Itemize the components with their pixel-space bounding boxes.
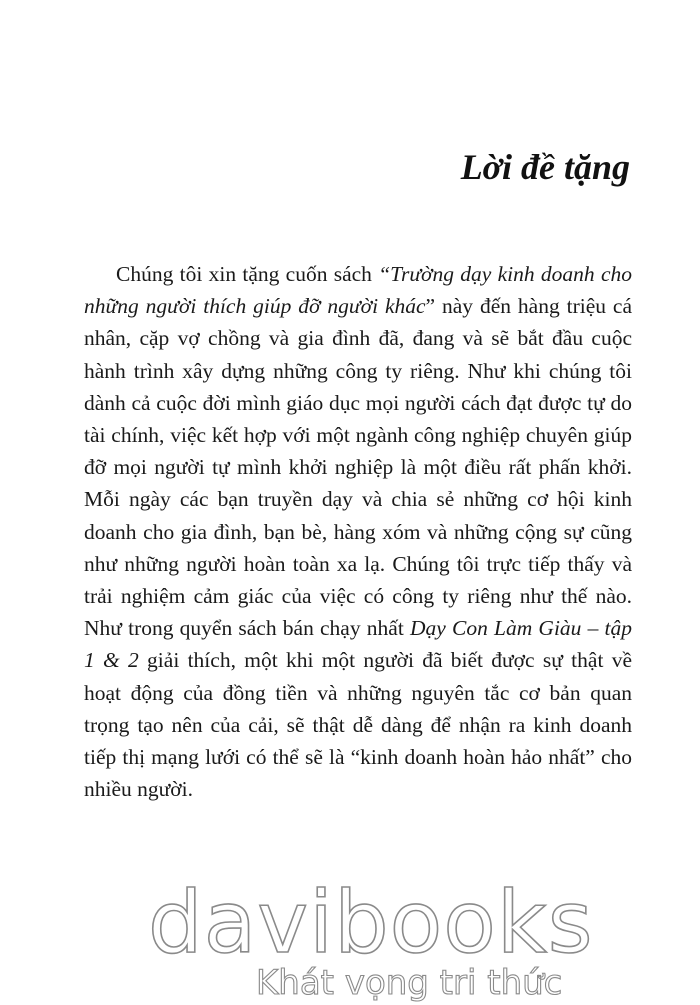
book-title: “Trường dạy kinh doanh cho những người thích giúp đỡ người khác bbox=[84, 262, 632, 319]
watermark-brand: davibooks bbox=[148, 873, 594, 973]
publisher-watermark bbox=[0, 873, 700, 1005]
referenced-book-title: Dạy Con Làm Giàu – tập 1 & 2 bbox=[84, 616, 633, 673]
paragraph-text-2: ” này đến hàng triệu cá nhân, cặp vợ chồng và gia đình đã, đang và sẽ bắt đầu cuộc hành trình xây dựng những công ty riêng. Như khi chúng tôi dành cả cuộc đời mình giáo dục mọi người cách đạt được tự do tài chính, việc kết hợp với một ngành công nghiệp chuyên giúp đỡ mọi người tự mình khởi nghiệp là một điều rất phấn khởi. Mỗi ngày các bạn truyền dạy và chia sẻ những cơ hội kinh doanh cho gia đình, bạn bè, hàng xóm và những cộng sự cũng như những người hoàn toàn xa lạ. Chúng tôi trực tiếp thấy và trải nghiệm cảm giác của việc có công ty riêng như thế nào. Như trong quyển sách bán chạy nhất bbox=[84, 294, 632, 641]
dedication-paragraph bbox=[84, 258, 632, 805]
paragraph-text-1: Chúng tôi xin tặng cuốn sách bbox=[116, 262, 379, 286]
dedication-heading: Lời đề tặng bbox=[460, 147, 630, 187]
watermark-tagline: Khát vọng tri thức bbox=[256, 963, 563, 1003]
paragraph-text-3: giải thích, một khi một người đã biết được sự thật về hoạt động của đồng tiền và những nguyên tắc cơ bản quan trọng tạo nên của cải, sẽ thật dễ dàng để nhận ra kinh doanh tiếp thị mạng lưới có thể sẽ là “kinh doanh hoàn hảo nhất” cho nhiều người. bbox=[84, 648, 632, 802]
